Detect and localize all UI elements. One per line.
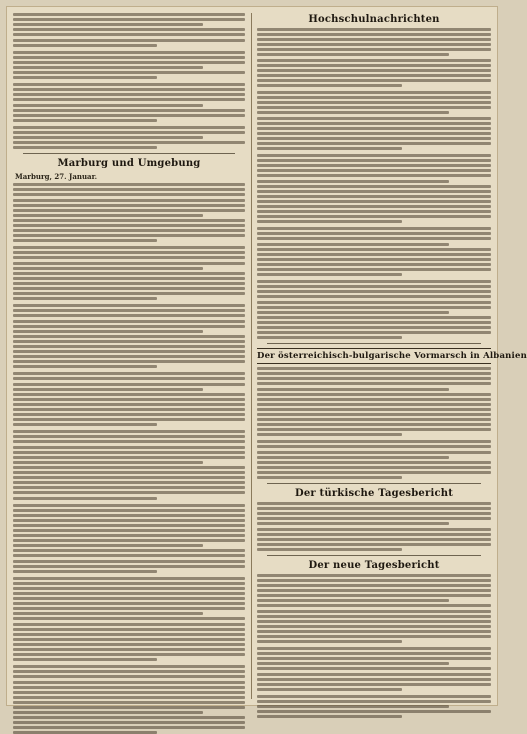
section-rule bbox=[23, 153, 235, 154]
text-block bbox=[13, 51, 245, 79]
section-rule bbox=[267, 555, 481, 556]
text-block bbox=[13, 13, 245, 47]
text-block bbox=[13, 430, 245, 499]
text-block bbox=[13, 304, 245, 368]
column-divider bbox=[251, 13, 252, 699]
text-block bbox=[13, 665, 245, 734]
text-block bbox=[257, 695, 491, 718]
section-heading-hochschul: Hochschulnachrichten bbox=[308, 14, 440, 25]
text-block bbox=[13, 183, 245, 242]
text-block bbox=[257, 28, 491, 87]
text-block bbox=[257, 367, 491, 436]
text-block bbox=[257, 91, 491, 150]
text-block bbox=[13, 504, 245, 573]
newspaper-page bbox=[6, 6, 527, 706]
text-block bbox=[257, 227, 491, 276]
section-heading-neue: Der neue Tagesbericht bbox=[308, 559, 440, 571]
text-block bbox=[13, 126, 245, 149]
section-heading-vormarsch: Der österreichisch-bulgarische Vormarsch in Albanien bbox=[257, 348, 491, 364]
text-block bbox=[13, 83, 245, 122]
section-rule bbox=[267, 343, 481, 344]
left-column bbox=[13, 11, 245, 701]
section-rule bbox=[267, 483, 481, 484]
section-heading-tuerkisch: Der türkische Tagesbericht bbox=[294, 488, 454, 500]
text-block bbox=[13, 577, 245, 662]
text-block bbox=[257, 647, 491, 691]
text-block bbox=[257, 440, 491, 479]
text-block bbox=[257, 502, 491, 551]
right-column bbox=[257, 11, 527, 701]
text-block bbox=[13, 372, 245, 426]
text-block bbox=[13, 246, 245, 300]
text-block bbox=[257, 574, 491, 643]
text-block bbox=[257, 154, 491, 223]
dateline: Marburg, 27. Januar. bbox=[15, 172, 98, 182]
section-heading-marburg: Marburg und Umgebung bbox=[57, 158, 201, 170]
text-block bbox=[257, 280, 491, 339]
